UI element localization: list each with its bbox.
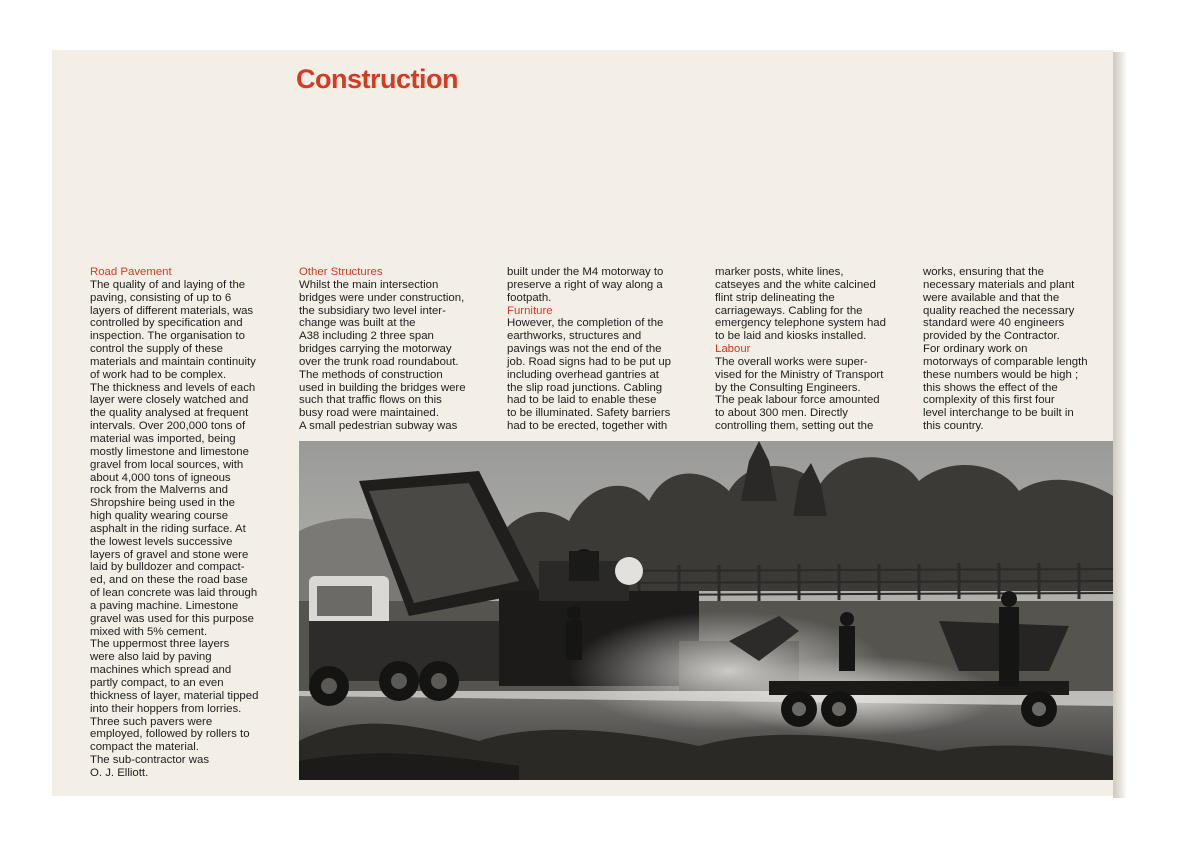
body-paragraph: However, the completion of the earthworks, structures and pavings was not the end of the job. Road signs had to be put up including overhead gantries at the slip road junctions. Cabling had to be laid to enable these to be illuminated. Safety barriers had to be erected, together with [507, 317, 672, 433]
text-column-4 [715, 266, 911, 433]
body-paragraph: The quality of and laying of the paving, consisting of up to 6 layers of different materials, was controlled by specification and inspection. The organisation to control the supply of these materials and maintain continuity of work had to be complex. [90, 278, 256, 381]
body-paragraph: The thickness and levels of each layer were closely watched and the quality analysed at frequent intervals. Over 200,000 tons of material was imported, being mostly limestone and limestone gravel from local sources, with about 4,000 tons of igneous rock from the Malverns and Shropshire being used in the high quality wearing course asphalt in the riding surface. At the lowest levels successive layers of gravel and stone were laid by bulldozer and compact- ed, and on these the road base of lean concrete was laid through a paving machine. Limestone gravel was used for this purpose mixed with 5% cement. [90, 381, 258, 638]
text-column-1 [90, 266, 290, 780]
text-column-5 [923, 266, 1113, 433]
text-column-3 [507, 266, 703, 433]
page-edge-shadow [1113, 52, 1127, 798]
text-column-2 [299, 266, 495, 433]
page-title: Construction [296, 64, 458, 94]
body-paragraph: The methods of construction used in building the bridges were such that traffic flows on this busy road were maintained. [299, 368, 466, 420]
body-paragraph: The peak labour force amounted to about 300 men. Directly controlling them, setting out the [715, 394, 880, 433]
section-heading: Furniture [507, 304, 553, 317]
body-paragraph: The uppermost three layers were also laid by paving machines which spread and partly compact, to an even thickness of layer, material tipped into their hoppers from lorries. Three such pavers were employed, followed by rollers to compact the material. [90, 638, 259, 754]
body-paragraph: built under the M4 motorway to preserve a right of way along a footpath. [507, 266, 664, 304]
section-heading: Road Pavement [90, 266, 172, 278]
body-paragraph: works, ensuring that the necessary materials and plant were available and that the quality reached the necessary standard were 40 engineers provided by the Contractor. [923, 266, 1075, 343]
section-heading: Other Structures [299, 266, 383, 278]
section-heading: Labour [715, 343, 751, 356]
body-paragraph: marker posts, white lines, catseyes and the white calcined flint strip delineating the carriageways. Cabling for the emergency telephone system had to be laid and kiosks installed. [715, 266, 886, 343]
body-paragraph: A small pedestrian subway was [299, 420, 458, 433]
body-paragraph: For ordinary work on motorways of comparable length these numbers would be high ; this shows the effect of the complexity of this first four level interchange to be built in this country. [923, 343, 1088, 433]
body-paragraph: The sub-contractor was O. J. Elliott. [90, 754, 210, 779]
body-paragraph: Whilst the main intersection bridges were under construction, the subsidiary two level inter- change was built at the A38 including 2 three span bridges carrying the motorway over the trunk road roundabout. [299, 278, 465, 368]
construction-photo [299, 441, 1113, 780]
body-paragraph: The overall works were super- vised for the Ministry of Transport by the Consulting Engineers. [715, 355, 884, 394]
